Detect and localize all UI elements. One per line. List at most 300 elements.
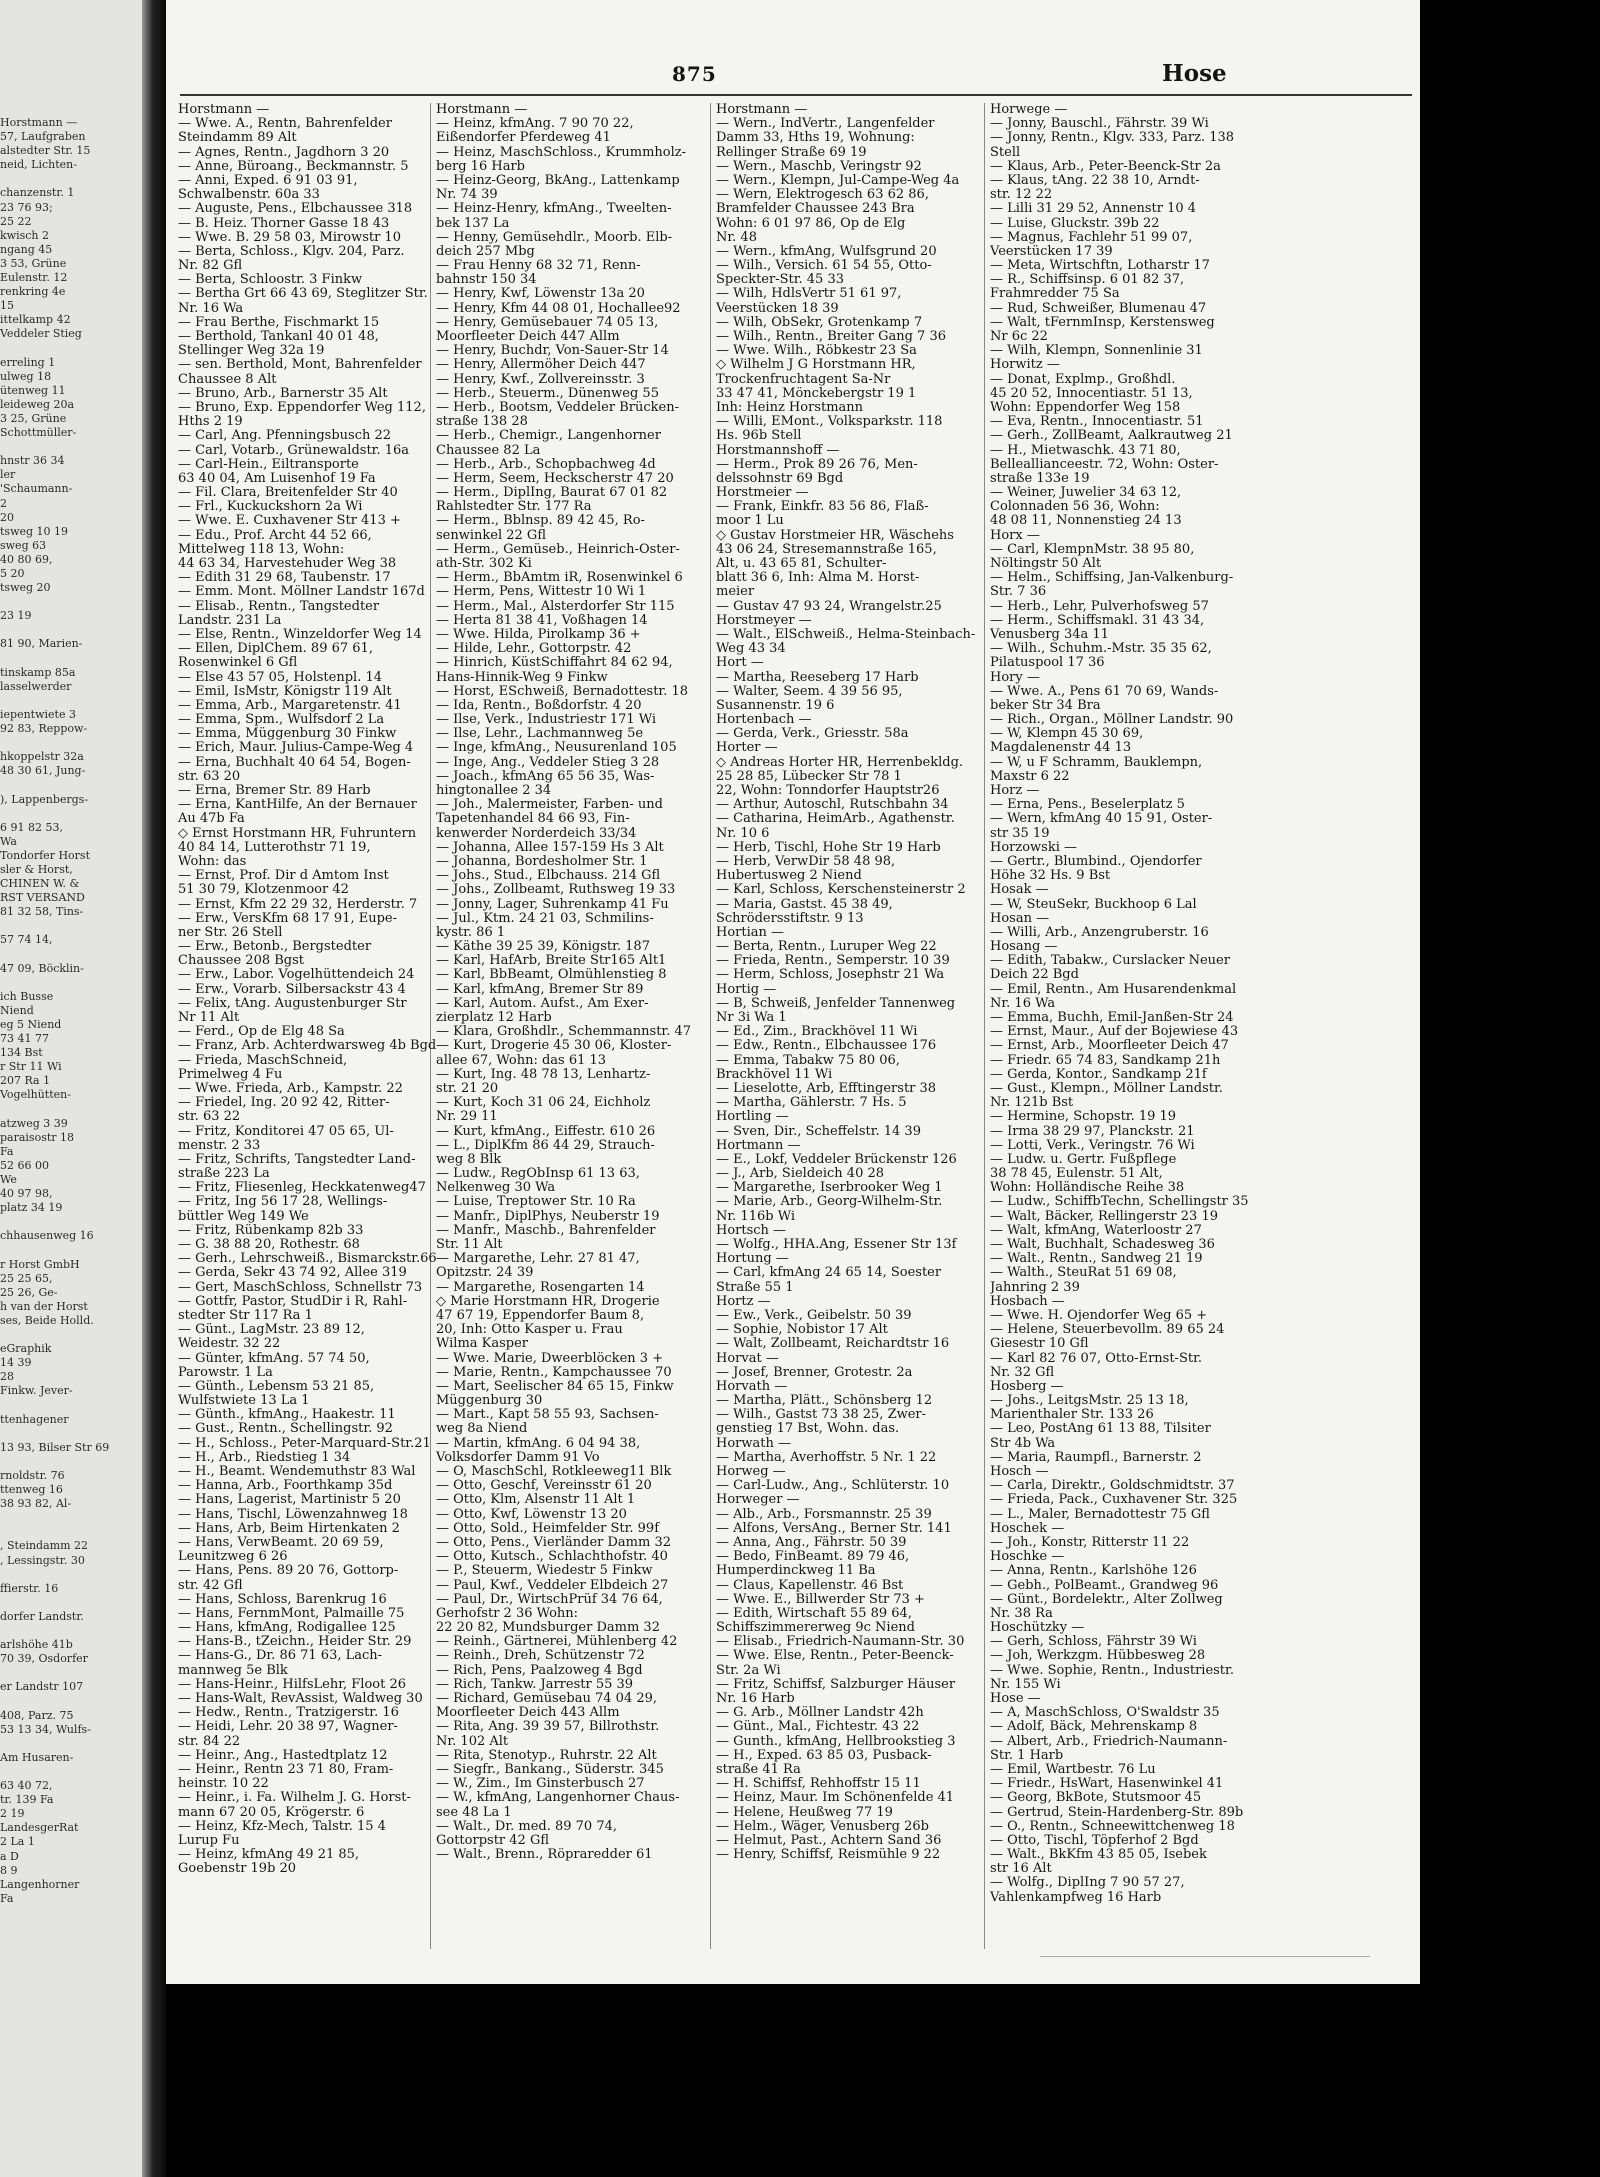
left-page-line [0,172,142,186]
directory-entry-line: Str 4b Wa [990,1436,1056,1451]
directory-entry-line: — Emm. Mont. Möllner Landstr 167d [178,585,425,600]
left-page-line: 15 [0,299,14,313]
directory-entry-line: Eißendorfer Pferdeweg 41 [436,131,611,146]
directory-entry-line: — Gerda, Verk., Griesstr. 58a [716,727,909,742]
directory-entry-line: — Rita, Stenotyp., Ruhrstr. 22 Alt [436,1748,657,1763]
directory-entry-line: — Wwe. E. Cuxhavener Str 413 + [178,514,401,529]
directory-entry-line: — Herm., Mal., Alsterdorfer Str 115 [436,599,675,614]
directory-entry-line: — Martha, Plätt., Schönsberg 12 [716,1394,933,1409]
surname-heading: Horweg — [716,1465,786,1479]
directory-column-1 [178,103,448,1876]
directory-entry-line: — Heinz-Georg, BkAng., Lattenkamp [436,173,680,188]
directory-entry-line: — Fritz, Fliesenleg, Heckkatenweg47 [178,1181,426,1196]
directory-entry-line: — Klaus, Arb., Peter-Beenck-Str 2a [990,159,1221,174]
directory-entry-line: — Lotti, Verk., Veringstr. 76 Wi [990,1138,1195,1153]
directory-entry-line: — Richard, Gemüsebau 74 04 29, [436,1692,658,1706]
surname-heading: Horwege — [990,103,1068,117]
directory-entry-line: Wohn: Holländische Reihe 38 [990,1181,1185,1196]
directory-entry-line: — Carl, Ang. Pfenningsbusch 22 [178,429,392,444]
left-page-line: platz 34 19 [0,1201,63,1215]
directory-entry-line: Hubertusweg 2 Niend [716,869,862,884]
directory-entry-line: — Eva, Rentn., Innocentiastr. 51 [990,415,1204,430]
directory-entry-line: — Rich, Pens, Paalzoweg 4 Bgd [436,1663,643,1678]
directory-entry-line: Nr. 74 39 [436,188,498,203]
left-page-line: Wa [0,834,17,848]
left-page-line: tsweg 10 19 [0,524,69,538]
directory-entry-line: — Franz, Arb. Achterdwarsweg 4b Bgd [178,1039,437,1054]
directory-entry-line: berg 16 Harb [436,159,525,174]
directory-entry-line: — Walter, Seem. 4 39 56 95, [716,684,903,699]
directory-entry-line: — Otto, Kwf, Löwenstr 13 20 [436,1507,627,1522]
directory-entry-line: — Ludw., RegObInsp 61 13 63, [436,1167,640,1182]
directory-entry-line: — Wolfg., HHA.Ang, Essener Str 13f [716,1238,957,1252]
directory-entry-line: — Carl, KlempnMstr. 38 95 80, [990,542,1195,557]
left-page-line [0,1695,142,1709]
left-page-line: 40 80 69, [0,552,53,566]
directory-entry-line: 47 67 19, Eppendorfer Baum 8, [436,1308,645,1323]
left-page-line: paraisostr 18 [0,1130,75,1144]
directory-entry-line: str. 63 20 [178,769,241,784]
directory-entry-line: — Wwe. Else, Rentn., Peter-Beenck- [716,1649,954,1664]
directory-entry-line: Nr. 32 Gfl [990,1365,1055,1380]
directory-entry-line: — Inge, Ang., Veddeler Stieg 3 28 [436,755,660,770]
directory-entry-line: Gottorpstr 42 Gfl [436,1833,549,1848]
directory-entry-line: 20, Inh: Otto Kasper u. Frau [436,1323,623,1338]
left-page-fragment [0,0,148,2177]
directory-entry-line: — Hans, Schloss, Barenkrug 16 [178,1592,387,1607]
directory-entry-line: weg 8a Niend [436,1422,528,1437]
directory-entry-line: Giesestr 10 Gfl [990,1337,1089,1352]
directory-entry-line: Str. 7 36 [990,585,1047,600]
directory-entry-line: — Wwe. Wilh., Röbkestr 23 Sa [716,344,917,359]
left-page-line [0,1765,142,1779]
book-gutter [142,0,166,2177]
directory-entry-line: — O., Rentn., Schneewittchenweg 18 [990,1819,1235,1834]
left-page-line [0,778,142,792]
directory-entry-line: bek 137 La [436,216,510,231]
directory-entry-line: — Johs., LeitgsMstr. 25 13 18, [990,1394,1189,1409]
directory-entry-line: — Ew., Verk., Geibelstr. 50 39 [716,1308,912,1323]
directory-entry-line: 22 20 82, Mundsburger Damm 32 [436,1621,660,1636]
directory-entry-line: — Herb, Tischl, Hohe Str 19 Harb [716,840,941,855]
directory-entry-line: — Hans, kfmAng, Rodigallee 125 [178,1621,396,1636]
directory-entry-line: Nr. 48 [716,230,757,245]
directory-entry-line: 43 06 24, Stresemannstraße 165, [716,542,937,557]
surname-heading: Hortsch — [716,1223,787,1238]
directory-entry-line: — Sven, Dir., Scheffelstr. 14 39 [716,1124,921,1139]
left-page-line: 8 9 [0,1863,18,1877]
directory-entry-line: — Otto, Kutsch., Schlachthofstr. 40 [436,1550,668,1565]
directory-entry-line: Colonnaden 56 36, Wohn: [990,500,1160,515]
left-page-line: ses, Beide Holld. [0,1313,94,1327]
surname-heading: Horstmeyer — [716,613,812,628]
directory-entry-line: — Willi, Arb., Anzengruberstr. 16 [990,925,1209,940]
directory-entry-line: — W., kfmAng, Langenhorner Chaus- [436,1791,680,1806]
left-page-line [0,1215,142,1229]
directory-entry-line: Marienthaler Str. 133 26 [990,1408,1154,1423]
directory-entry-line: — Adolf, Bäck, Mehrenskamp 8 [990,1720,1198,1735]
directory-entry-line: — Carl, kfmAng 24 65 14, Soester [716,1266,942,1281]
directory-entry-line: — Heinz-Henry, kfmAng., Tweelten- [436,202,672,217]
left-page-line: 23 19 [0,609,32,623]
surname-heading: Horstmann — [716,103,808,117]
directory-entry-line: — Berta, Rentn., Luruper Weg 22 [716,940,937,955]
directory-entry-line: — Reinh., Gärtnerei, Mühlenberg 42 [436,1635,678,1650]
directory-entry-line: — Manfr., Maschb., Bahrenfelder [436,1223,656,1238]
directory-entry-line: Rosenwinkel 6 Gfl [178,656,298,671]
directory-entry-line: — Ed., Zim., Brackhövel 11 Wi [716,1025,918,1040]
surname-heading: Hoschke — [990,1550,1065,1565]
directory-entry-line: Veerstücken 17 39 [990,244,1113,259]
directory-entry-line: — Claus, Kapellenstr. 46 Bst [716,1578,904,1593]
directory-entry-line: — Anna, Ang., Fährstr. 50 39 [716,1535,907,1550]
directory-entry-line: — Fritz, Schiffsf, Salzburger Häuser [716,1677,956,1692]
directory-entry-line: — Herb., Lehr, Pulverhofsweg 57 [990,599,1209,614]
directory-entry-line: — Wern, Elektrogesch 63 62 86, [716,188,929,203]
directory-entry-line: — Erna, KantHilfe, An der Bernauer [178,798,417,813]
left-page-line: 6 91 82 53, [0,820,63,834]
directory-entry-line: beker Str 34 Bra [990,698,1101,713]
directory-entry-line: — Maria, Gastst. 45 38 49, [716,897,893,912]
directory-entry-line: — Paul, Kwf., Veddeler Elbdeich 27 [436,1578,669,1593]
directory-entry-line: — Ellen, DiplChem. 89 67 61, [178,642,373,657]
directory-entry-line: — Margarethe, Rosengarten 14 [436,1280,645,1295]
running-head: Hose [1162,60,1227,87]
directory-entry-line: blatt 36 6, Inh: Alma M. Horst- [716,571,920,586]
left-page-line [0,976,142,990]
directory-entry-line: — J., Arb, Sieldeich 40 28 [716,1167,885,1182]
directory-entry-line: — Carl-Ludw., Ang., Schlüterstr. 10 [716,1479,950,1494]
left-page-line: eGraphik [0,1342,52,1356]
left-page-line: We [0,1173,17,1187]
directory-entry-line: — Hans, VerwBeamt. 20 69 59, [178,1535,384,1550]
surname-heading: Hortz — [716,1294,771,1309]
left-page-line: tinskamp 85a [0,665,76,679]
directory-entry-line: — Ernst, Kfm 22 29 32, Herderstr. 7 [178,897,418,912]
directory-entry-line: — Günth., Lebensm 53 21 85, [178,1379,375,1394]
directory-entry-line: — Hans, FernmMont, Palmaille 75 [178,1606,405,1621]
left-page-line: 48 30 61, Jung- [0,764,86,778]
directory-entry-line: Moorfleeter Deich 447 Allm [436,330,620,344]
directory-entry-line: — Lieselotte, Arb, Efftingerstr 38 [716,1081,937,1096]
directory-entry-line: — Ernst, Maur., Auf der Bojewiese 43 [990,1025,1239,1040]
left-page-line: ütenweg 11 [0,383,66,397]
left-page-line: Horstmann — [0,116,78,129]
surname-heading: Horwath — [716,1436,791,1451]
directory-entry-line: — Otto, Pens., Vierländer Damm 32 [436,1535,671,1550]
directory-entry-line: Str. 11 Alt [436,1238,503,1252]
directory-entry-line: — Auguste, Pens., Elbchaussee 318 [178,202,413,217]
directory-entry-line: ner Str. 26 Stell [178,925,283,940]
directory-entry-line: — Helene, Steuerbevollm. 89 65 24 [990,1323,1225,1338]
directory-entry-line: — Donat, Explmp., Großhdl. [990,372,1176,387]
directory-entry-line: — Henry, Kfm 44 08 01, Hochallee92 [436,301,681,316]
surname-heading: Hort — [716,656,764,671]
left-page-line: 92 83, Reppow- [0,722,88,736]
directory-entry-line: — Alfons, VersAng., Berner Str. 141 [716,1521,952,1536]
left-page-line: erreling 1 [0,355,56,369]
left-page-line [0,1624,142,1638]
directory-entry-line: — Helene, Heußweg 77 19 [716,1805,893,1820]
directory-entry-line: — Ludw. u. Gertr. Fußpflege [990,1152,1177,1167]
left-page-line: tr. 139 Fa [0,1793,54,1807]
left-page-line: 5 20 [0,567,25,580]
directory-entry-line: — Herm., Prok 89 26 76, Men- [716,457,918,472]
directory-entry-line: — Wwe. Marie, Dweerblöcken 3 + [436,1351,664,1366]
left-page-line: Am Husaren- [0,1750,74,1764]
directory-entry-line: — Heinr., Rentn 23 71 80, Fram- [178,1762,394,1777]
directory-entry-line: Inh: Heinz Horstmann [716,400,864,415]
directory-entry-line: allee 67, Wohn: das 61 13 [436,1053,607,1068]
directory-entry-line: str 16 Alt [990,1862,1052,1877]
directory-entry-line: — Kurt, kfmAng., Eiffestr. 610 26 [436,1124,656,1139]
directory-entry-line: — Günt., Bordelektr., Alter Zollweg [990,1592,1223,1607]
directory-entry-line: — Emma, Arb., Margaretenstr. 41 [178,698,402,713]
left-page-line: 81 90, Marien- [0,637,83,651]
left-page-line: 81 32 58, Tins- [0,905,84,919]
directory-entry-line: — Jul., Ktm. 24 21 03, Schmilins- [436,911,654,926]
left-page-line [0,1455,142,1469]
directory-column-4 [990,103,1260,1905]
directory-entry-line: — Marie, Rentn., Kampchaussee 70 [436,1365,672,1380]
directory-entry-line: 38 78 45, Eulenstr. 51 Alt, [990,1167,1163,1182]
directory-entry-line: bahnstr 150 34 [436,273,537,288]
directory-entry-line: — Martha, Reeseberg 17 Harb [716,670,919,685]
directory-entry-line: Schwalbenstr. 60a 33 [178,188,320,203]
directory-entry-line: 45 20 52, Innocentiastr. 51 13, [990,386,1193,401]
left-page-line: 25 26, Ge- [0,1285,58,1299]
directory-entry-line: — W, u F Schramm, Bauklempn, [990,755,1203,770]
directory-entry-line: meier [716,585,755,600]
directory-entry-line: — Günth., kfmAng., Haakestr. 11 [178,1408,396,1423]
directory-entry-line: — Hinrich, KüstSchiffahrt 84 62 94, [436,656,673,671]
directory-entry-line: Weidestr. 32 22 [178,1337,281,1352]
left-page-line [0,652,142,666]
directory-entry-line: Jahnring 2 39 [990,1280,1080,1295]
directory-entry-line: straße 133e 19 [990,471,1090,486]
directory-entry-line: büttler Weg 149 We [178,1209,309,1224]
directory-entry-line: str. 84 22 [178,1734,241,1749]
directory-entry-line: genstieg 17 Bst, Wohn. das. [716,1422,900,1437]
directory-entry-line: — Leo, PostAng 61 13 88, Tilsiter [990,1422,1211,1437]
surname-heading: Hosan — [990,911,1050,926]
directory-entry-line: — Erna, Bremer Str. 89 Harb [178,784,371,798]
directory-entry-line: Nr. 38 Ra [990,1606,1053,1621]
directory-entry-line: — Ernst, Arb., Moorfleeter Deich 47 [990,1039,1229,1054]
directory-entry-line: — Heinr., i. Fa. Wilhelm J. G. Horst- [178,1791,411,1806]
directory-entry-line: — Luise, Treptower Str. 10 Ra [436,1195,636,1210]
left-page-line: 52 66 00 [0,1158,49,1172]
directory-entry-line: 22, Wohn: Tonndorfer Hauptstr26 [716,784,940,798]
directory-entry-line: Höhe 32 Hs. 9 Bst [990,869,1111,884]
surname-heading: Hortmann — [716,1138,801,1153]
directory-entry-line: hingtonallee 2 34 [436,784,552,798]
directory-entry-line: — Wilh, HdlsVertr 51 61 97, [716,287,902,302]
left-page-line: RST VERSAND [0,891,85,905]
left-page-line [0,1427,142,1441]
directory-entry-line: — Wern., kfmAng, Wulfsgrund 20 [716,244,937,259]
left-page-line: Schottmüller- [0,426,77,440]
directory-entry-line: — Hans-Heinr., HilfsLehr, Floot 26 [178,1677,407,1692]
left-page-line [0,1666,142,1680]
directory-entry-line: — Erna, Buchhalt 40 64 54, Bogen- [178,755,411,770]
directory-entry-line: Damm 33, Hths 19, Wohnung: [716,131,915,146]
directory-entry-line: — Günt., Mal., Fichtestr. 43 22 [716,1720,920,1735]
directory-entry-line: — Frank, Einkfr. 83 56 86, Flaß- [716,500,929,515]
left-page-line [0,1399,142,1413]
left-page-line: 3 25, Grüne [0,411,67,425]
directory-entry-line: — Anne, Büroang., Beckmannstr. 5 [178,159,409,174]
directory-entry-line: Susannenstr. 19 6 [716,698,835,713]
surname-heading: Horwitz — [990,358,1060,373]
directory-entry-line: — Carl, Votarb., Grünewaldstr. 16a [178,443,410,458]
directory-entry-line: — Herb., Steuerm., Dünenweg 55 [436,386,659,401]
directory-entry-line: ◇ Andreas Horter HR, Herrenbekldg. [716,755,964,770]
left-page-line: 2 [0,496,7,510]
left-page-line [0,807,142,821]
directory-entry-line: Pilatuspool 17 36 [990,656,1105,671]
directory-entry-line: Vahlenkampfweg 16 Harb [990,1890,1162,1905]
directory-entry-line: Nr 6c 22 [990,330,1048,344]
directory-entry-line: — Ludw., SchiffbTechn, Schellingstr 35 [990,1195,1249,1210]
footer-rule [1040,1956,1370,1957]
directory-entry-line: Nr. 29 11 [436,1110,498,1125]
directory-entry-line: — W, SteuSekr, Buckhoop 6 Lal [990,897,1197,912]
directory-entry-line: — Horst, ESchweiß, Bernadottestr. 18 [436,684,689,699]
directory-entry-line: — Rich., Organ., Möllner Landstr. 90 [990,713,1234,728]
directory-entry-line: delssohnstr 69 Bgd [716,471,844,486]
left-page-line [0,1244,142,1258]
surname-heading: Horstmeier — [716,486,809,501]
directory-entry-line: — Otto, Geschf, Vereinsstr 61 20 [436,1479,652,1494]
directory-entry-line: — W., Zim., Im Ginsterbusch 27 [436,1777,645,1792]
directory-entry-line: 48 08 11, Nonnenstieg 24 13 [990,514,1182,529]
directory-entry-line: — Wwe. A., Pens 61 70 69, Wands- [990,684,1219,699]
directory-entry-line: — Heinz, MaschSchloss., Krummholz- [436,145,687,160]
directory-entry-line: — Walt, Buchhalt, Schadesweg 36 [990,1238,1215,1252]
directory-entry-line: — Else, Rentn., Winzeldorfer Weg 14 [178,627,422,642]
directory-entry-line: — Fritz, Konditorei 47 05 65, Ul- [178,1124,394,1139]
directory-entry-line: — Hans, Pens. 89 20 76, Gottorp- [178,1564,399,1579]
surname-heading: Hosbach — [990,1294,1065,1309]
directory-entry-line: — Heinz, Kfz-Mech, Talstr. 15 4 [178,1819,386,1834]
directory-entry-line: deich 257 Mbg [436,244,535,259]
directory-entry-line: Schrödersstiftstr. 9 13 [716,911,864,926]
directory-entry-line: — Johs., Zollbeamt, Ruthsweg 19 33 [436,883,676,898]
directory-entry-line: — Bedo, FinBeamt. 89 79 46, [716,1550,910,1565]
directory-entry-line: ◇ Ernst Horstmann HR, Fuhruntern [178,826,417,841]
directory-entry-line: — B, Schweiß, Jenfelder Tannenweg [716,996,956,1011]
directory-entry-line: — Gerh, Schloss, Fährstr 39 Wi [990,1635,1197,1650]
left-page-line [0,1596,142,1610]
directory-entry-line: — Henny, Gemüsehdlr., Moorb. Elb- [436,230,673,245]
directory-entry-line: — Henry, Buchdr, Von-Sauer-Str 14 [436,344,669,359]
surname-heading: Hoschützky — [990,1621,1085,1636]
directory-entry-line: Nr. 82 Gfl [178,259,243,274]
left-page-line: iepentwiete 3 [0,707,76,721]
directory-entry-line: Wulfstwiete 13 La 1 [178,1394,310,1409]
directory-entry-line: — Heinr., Ang., Hastedtplatz 12 [178,1748,388,1763]
directory-entry-line: — Frau Henny 68 32 71, Renn- [436,259,641,274]
directory-entry-line: — H., Exped. 63 85 03, Pusback- [716,1748,932,1763]
directory-entry-line: stedter Str 117 Ra 1 [178,1308,313,1323]
left-page-line: sler & Horst, [0,862,73,876]
left-page-line: 'Schaumann- [0,482,73,496]
directory-entry-line: Brackhövel 11 Wi [716,1067,833,1082]
directory-entry-line: — Henry, Gemüsebauer 74 05 13, [436,315,659,330]
directory-entry-line: — A, MaschSchloss, O'Swaldstr 35 [990,1706,1220,1721]
directory-entry-line: — Reinh., Dreh, Schützenstr 72 [436,1649,645,1664]
directory-entry-line: ath-Str. 302 Ki [436,557,532,571]
left-page-line: hnstr 36 34 [0,454,65,468]
directory-entry-line: Trockenfruchtagent Sa-Nr [716,372,891,387]
left-page-line [0,1568,142,1582]
directory-entry-line: — Kurt, Drogerie 45 30 06, Kloster- [436,1039,672,1054]
directory-entry-line: menstr. 2 33 [178,1138,261,1153]
left-page-line: 70 39, Osdorfer [0,1652,88,1666]
directory-entry-line: — Mart., Kapt 58 55 93, Sachsen- [436,1408,659,1423]
directory-entry-line: — Fritz, Schrifts, Tangstedter Land- [178,1152,416,1167]
directory-entry-line: — Henry, Schiffsf, Reismühle 9 22 [716,1848,941,1863]
left-page-line: 207 Ra 1 [0,1074,51,1088]
directory-entry-line: — Ilse, Verk., Industriestr 171 Wi [436,713,657,728]
directory-entry-line: — Helmut, Past., Achtern Sand 36 [716,1833,942,1848]
directory-entry-line: — Friedr. 65 74 83, Sandkamp 21h [990,1053,1221,1068]
directory-entry-line: Weg 43 34 [716,642,786,657]
left-page-line: Niend [0,1003,34,1017]
directory-entry-line: — Gerda, Kontor., Sandkamp 21f [990,1067,1207,1082]
directory-entry-line: — R., Schiffsinsp. 6 01 82 37, [990,273,1185,288]
directory-entry-line: — Joh, Werkzgm. Hübbesweg 28 [990,1649,1206,1664]
left-page-line [0,1511,142,1525]
directory-entry-line: — Joh., Konstr, Ritterstr 11 22 [990,1535,1190,1550]
directory-entry-line: — Otto, Klm, Alsenstr 11 Alt 1 [436,1493,636,1508]
left-page-line: 2 19 [0,1807,25,1821]
directory-entry-line: — Wern., IndVertr., Langenfelder [716,117,935,132]
directory-entry-line: Nr. 16 Harb [716,1692,795,1706]
left-page-line: 25 22 [0,214,32,228]
directory-entry-line: — Gerh., Lehrschweiß., Bismarckstr.66 [178,1252,437,1267]
left-page-line: 47 09, Böcklin- [0,961,84,975]
directory-entry-line: — Walt., ElSchweiß., Helma-Steinbach- [716,627,976,642]
directory-entry-line: — Felix, tAng. Augustenburger Str [178,996,407,1011]
directory-entry-line: — Rita, Ang. 39 39 57, Billrothstr. [436,1720,660,1735]
directory-entry-line: — Hermine, Schopstr. 19 19 [990,1110,1177,1125]
directory-entry-line: — Wwe. B. 29 58 03, Mirowstr 10 [178,230,401,245]
surname-heading: Horz — [990,784,1040,798]
directory-column-2 [436,103,706,1862]
directory-entry-line: — Berta, Schloss., Klgv. 204, Parz. [178,244,405,259]
directory-entry-line: — Karl, Schloss, Kerschensteinerstr 2 [716,883,966,898]
directory-entry-line: — Erna, Pens., Beselerplatz 5 [990,798,1185,813]
directory-entry-line: — Jonny, Lager, Suhrenkamp 41 Fu [436,897,669,912]
surname-heading: Horweger — [716,1493,800,1508]
directory-entry-line: Opitzstr. 24 39 [436,1266,534,1281]
left-page-line [0,919,142,933]
left-page-line: kwisch 2 [0,228,49,242]
directory-entry-line: Gerhofstr 2 36 Wohn: [436,1606,579,1621]
directory-entry-line: — Wwe. Frieda, Arb., Kampstr. 22 [178,1081,403,1096]
directory-entry-line: — Joach., kfmAng 65 56 35, Was- [436,769,655,784]
directory-entry-line: see 48 La 1 [436,1805,512,1820]
directory-entry-line: Nr. 155 Wi [990,1677,1061,1692]
surname-heading: Horx — [990,528,1040,543]
directory-entry-line: — Lilli 31 29 52, Annenstr 10 4 [990,202,1197,217]
directory-entry-line: — Martin, kfmAng. 6 04 94 38, [436,1436,641,1451]
directory-entry-line: — Joh., Malermeister, Farben- und [436,798,663,813]
left-page-line: Fa [0,1144,14,1158]
directory-entry-line: — Helm., Wäger, Venusberg 26b [716,1819,929,1834]
